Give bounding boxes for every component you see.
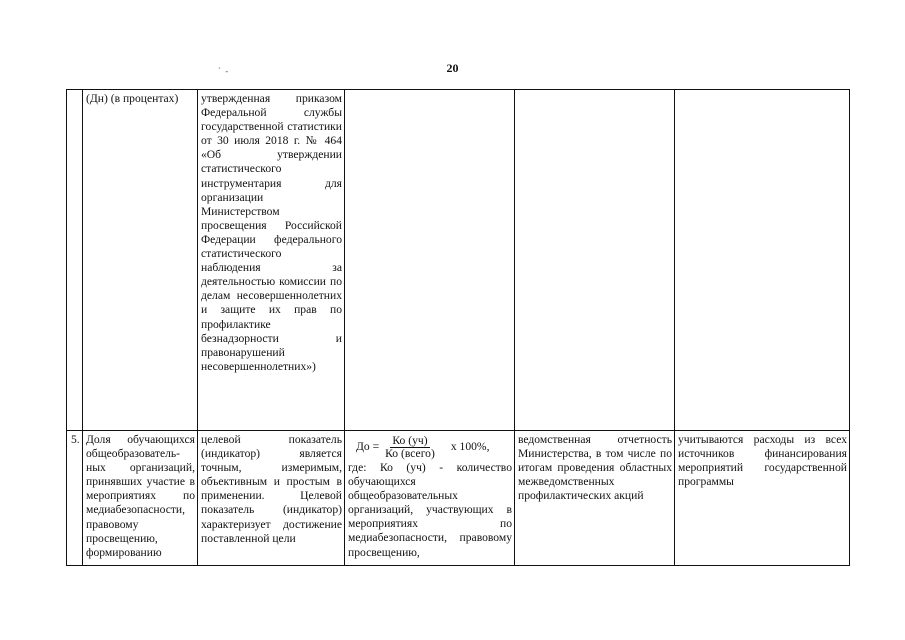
formula (356, 435, 512, 460)
table-row (67, 90, 850, 431)
fraction-denominator: Ко (всего) (385, 447, 435, 460)
formula-explanation: где: Ко (уч) - количество обучающихся общеобразовательных организаций, участвующих в мероприятиях по медиабезопасности, правовому просвещению, (348, 461, 512, 559)
row-number-cell (67, 90, 83, 431)
funding-cell: учитываются расходы из всех источников финансирования мероприятий государственной программы (675, 431, 850, 566)
indicator-name-cell: (Дн) (в процентах) (83, 90, 198, 431)
fraction (383, 435, 437, 460)
formula-lhs: До = (356, 440, 380, 454)
scan-speck: ` - (218, 66, 230, 76)
page-number: 20 (446, 61, 459, 75)
indicator-description-cell: целевой показатель (индикатор) является точным, измеримым, объективным и простым в применении. Целевой показатель (индикатор) характеризует достижение поставленной цели (198, 431, 345, 566)
calculation-method-cell (345, 90, 515, 431)
data-source-cell: ведомственная отчетность Министерства, в том числе по итогам проведения областных межведомственных профилактических акций (515, 431, 675, 566)
calculation-method-cell (345, 431, 515, 566)
funding-cell (675, 90, 850, 431)
indicator-name-cell: Доля обучающихся общеобразователь-ных организаций, принявших участие в мероприятиях по медиабезопасности, правовому просвещению, формированию (83, 431, 198, 566)
formula-rhs: х 100%, (450, 440, 490, 454)
indicator-table (66, 89, 850, 566)
data-source-cell (515, 90, 675, 431)
fraction-numerator: Ко (уч) (392, 434, 428, 447)
indicator-description-cell: утвержденная приказом Федеральной службы государственной статистики от 30 июля 2018 г. № 464 «Об утверждении статистического инструментария для организации Министерством просвещения Российской Федерации федерального статистического наблюдения за деятельностью комиссии по делам несовершеннолетних и защите их прав по профилактике безнадзорности и правонарушений несовершеннолетних») (198, 90, 345, 431)
table-row (67, 431, 850, 566)
row-number-cell: 5. (67, 431, 83, 566)
